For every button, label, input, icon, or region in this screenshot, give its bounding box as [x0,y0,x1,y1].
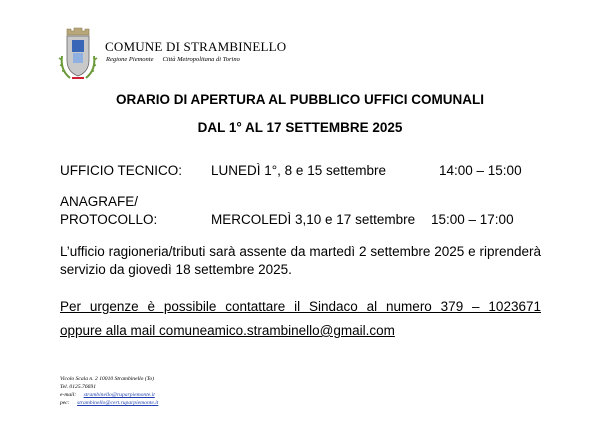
municipality-name: COMUNE DI STRAMBINELLO [105,39,287,54]
footer-address: Vicolo Scala n. 2 10010 Strambinello (To) [60,376,155,382]
document-title: ORARIO DI APERTURA AL PUBBLICO UFFICI COMUNALI [116,92,484,107]
municipal-crest-logo [58,26,98,82]
footer-pec-label: pec: [60,400,70,406]
footer-email-label: e-mail: [60,392,77,398]
urgent-contact-phone: Per urgenze è possibile contattare il Sindaco al numero 379 – 1023671 [60,299,541,314]
office-label-protocollo: PROTOCOLLO: [60,212,158,227]
office-hours-anagrafe: 15:00 – 17:00 [431,212,514,227]
region-label: Regione Piemonte [106,56,154,63]
metro-city-label: Città Metropolitana di Torino [162,56,240,63]
footer-phone: Tel. 0125.76691 [60,384,97,390]
office-hours-tecnico: 14:00 – 15:00 [439,163,522,178]
footer-email-row [60,391,155,399]
footer-email-link[interactable]: strambinello@ruparpiemonte.it [83,392,155,398]
urgent-contact-email[interactable]: oppure alla mail comuneamico.strambinello@gmail.com [60,323,395,338]
municipality-subtitle [106,56,249,63]
office-days-anagrafe: MERCOLEDÌ 3,10 e 17 settembre [211,212,416,227]
office-days-tecnico: LUNEDÌ 1°, 8 e 15 settembre [211,163,386,178]
office-label-tecnico: UFFICIO TECNICO: [60,163,183,178]
notice-paragraph: L’ufficio ragioneria/tributi sarà assente da martedì 2 settembre 2025 e riprenderà servizio da giovedì 18 settembre 2025. [60,244,541,277]
document-subtitle: DAL 1° AL 17 SETTEMBRE 2025 [197,120,403,135]
office-label-anagrafe: ANAGRAFE/ [60,194,139,209]
footer-pec-link[interactable]: strambinello@cert.ruparpiemonte.it [77,400,159,406]
footer-pec-row [60,399,158,407]
